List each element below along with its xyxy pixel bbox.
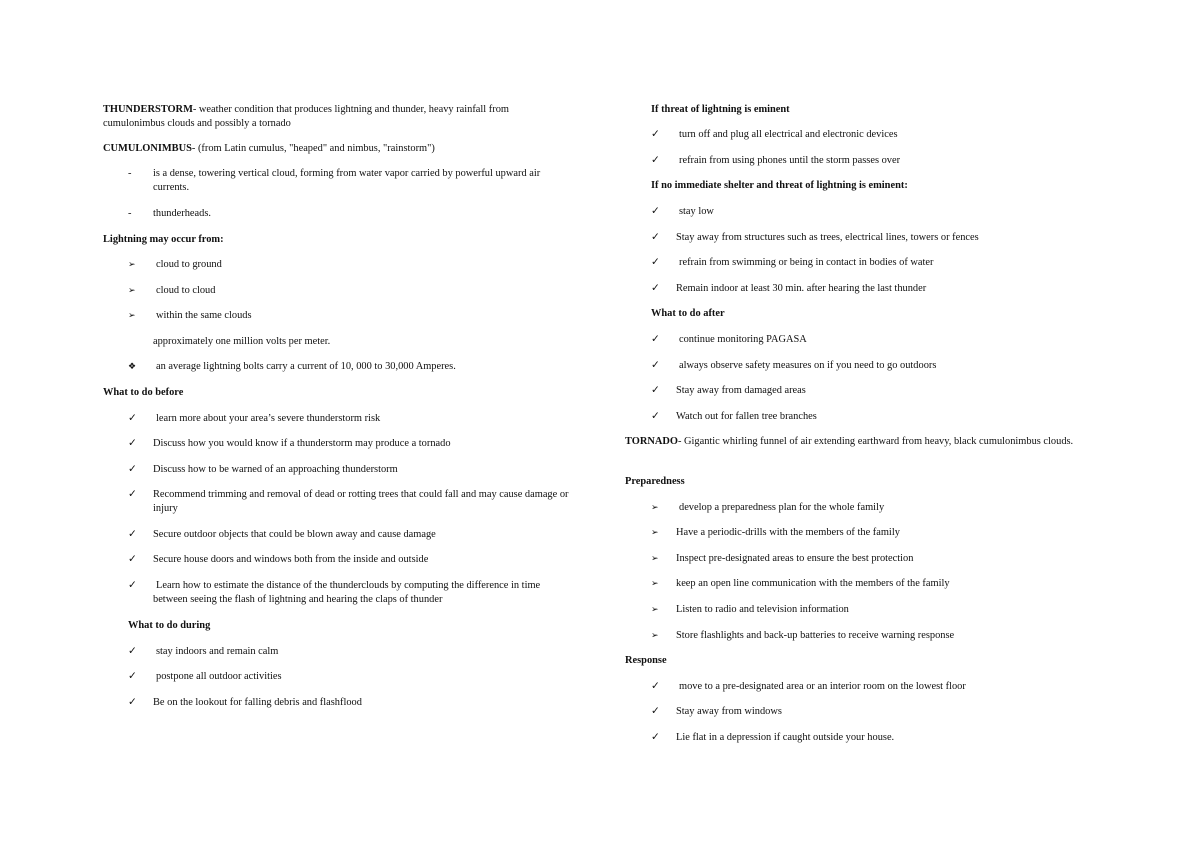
check-icon: ✓	[128, 646, 137, 657]
check-icon: ✓	[651, 681, 660, 692]
check-icon: ✓	[651, 411, 660, 422]
dash-bullet: -	[128, 168, 132, 179]
arrow-bullet-icon: ➢	[128, 310, 136, 320]
cumulonimbus-definition	[103, 142, 435, 156]
arrow-bullet-icon: ➢	[651, 502, 659, 512]
check-icon: ✓	[651, 334, 660, 345]
before-heading: What to do before	[103, 387, 184, 398]
tornado-def: - Gigantic whirling funnel of air extending earthward from heavy, black cumulonimbus clouds.	[677, 436, 1074, 447]
arrow-bullet-icon: ➢	[651, 527, 659, 537]
check-icon: ✓	[128, 464, 137, 475]
check-icon: ✓	[128, 554, 137, 565]
check-icon: ✓	[651, 385, 660, 396]
check-icon: ✓	[651, 360, 660, 371]
tornado-definition	[625, 435, 1087, 449]
arrow-bullet-icon: ➢	[651, 553, 659, 563]
check-icon: ✓	[128, 580, 137, 591]
tornado-term: TORNADO	[625, 436, 678, 447]
check-icon: ✓	[128, 413, 137, 424]
response-heading: Response	[625, 655, 667, 666]
cumulonimbus-def: - (from Latin cumulus, "heaped" and nimbus, "rainstorm")	[191, 143, 435, 154]
check-icon: ✓	[651, 129, 660, 140]
check-icon: ✓	[651, 706, 660, 717]
check-icon: ✓	[651, 155, 660, 166]
arrow-bullet-icon: ➢	[651, 578, 659, 588]
cumulonimbus-term: CUMULONIMBUS	[103, 143, 192, 154]
check-icon: ✓	[128, 438, 137, 449]
check-icon: ✓	[128, 671, 137, 682]
threat-heading: If threat of lightning is eminent	[651, 104, 790, 115]
check-icon: ✓	[651, 257, 660, 268]
check-icon: ✓	[651, 283, 660, 294]
check-icon: ✓	[128, 529, 137, 540]
arrow-bullet-icon: ➢	[651, 604, 659, 614]
preparedness-heading: Preparedness	[625, 476, 685, 487]
check-icon: ✓	[128, 697, 137, 708]
during-heading: What to do during	[128, 620, 211, 631]
document-page: THUNDERSTORM- weather condition that produces lightning and thunder, heavy rainfall from cumulonimbus clouds and possibly a tornado CUMULONIMBUS- (from Latin cumulus, "heaped" and nimbus, "rainstorm") - is a dense, towering vertical cloud, forming from water vapor carried by powerful upward air currents. - thunderheads. Lightning may occur from: ➢ cloud to ground ➢ cloud to cloud ➢ within the same clouds approximately one million volts per meter. ❖ an average lightning bolts carry a current of 10, 000 to 30,000 Amperes. What to do before ✓ learn more about your area’s severe thunderstorm risk ✓ Discuss how you would know if a thunderstorm may produce a tornado ✓ Discuss how to be warned of an approaching thunderstorm ✓ Recommend trimming and removal of dead or rotting trees that could fall and may cause damage or injury ✓ Secure outdoor objects that could be blown away and cause damage ✓ Secure house doors and windows both from the inside and outside ✓ Learn how to estimate the distance of the thunderclouds by computing the difference in time between seeing the flash of lightning and hearing the claps of thunder What to do during ✓ stay indoors and remain calm ✓ postpone all outdoor activities ✓ Be on the lookout for falling debris and flashflood If threat of lightning is eminent ✓ turn off and plug all electrical and electronic devices ✓ refrain from using phones until the storm passes over If no immediate shelter and threat of lightning is eminent: ✓ stay low ✓ Stay away from structures such as trees, electrical lines, towers or fences ✓ refrain from swimming or being in contact in bodies of water ✓ Remain indoor at least 30 min. after hearing the last thunder What to do after ✓ continue monitoring PAGASA ✓ always observe safety measures on if you need to go outdoors ✓ Stay away from damaged areas ✓ Watch out for fallen tree branches TORNADO- Gigantic whirling funnel of air extending earthward from heavy, black cumulonimbus clouds. Preparedness ➢ develop a preparedness plan for the whole family ➢ Have a periodic-drills with the members of the family ➢ Inspect pre-designated areas to ensure the best protection ➢ keep an open line communication with the members of the family ➢ Listen to radio and television information ➢ Store flashlights and back-up batteries to receive warning response Response ✓ move to a pre-designated area or an interior room on the lowest floor ✓ Stay away from windows ✓ Lie flat in a depression if caught outside your house.	[0, 0, 1200, 849]
thunderstorm-definition	[103, 103, 565, 130]
check-icon: ✓	[128, 489, 137, 500]
check-icon: ✓	[651, 732, 660, 743]
thunderstorm-def: - weather condition that produces lightning and thunder, heavy rainfall from cumulonimbus clouds and possibly a tornado	[103, 104, 509, 129]
arrow-bullet-icon: ➢	[651, 630, 659, 640]
arrow-bullet-icon: ➢	[128, 285, 136, 295]
dash-bullet: -	[128, 208, 132, 219]
no-shelter-heading: If no immediate shelter and threat of lightning is eminent:	[651, 180, 908, 191]
check-icon: ✓	[651, 206, 660, 217]
lightning-note: approximately one million volts per meter.	[153, 336, 331, 347]
diamond-bullet-icon: ❖	[128, 361, 137, 371]
lightning-heading: Lightning may occur from:	[103, 234, 224, 245]
arrow-bullet-icon: ➢	[128, 259, 136, 269]
check-icon: ✓	[651, 232, 660, 243]
thunderstorm-term: THUNDERSTORM	[103, 104, 193, 115]
after-heading: What to do after	[651, 308, 725, 319]
